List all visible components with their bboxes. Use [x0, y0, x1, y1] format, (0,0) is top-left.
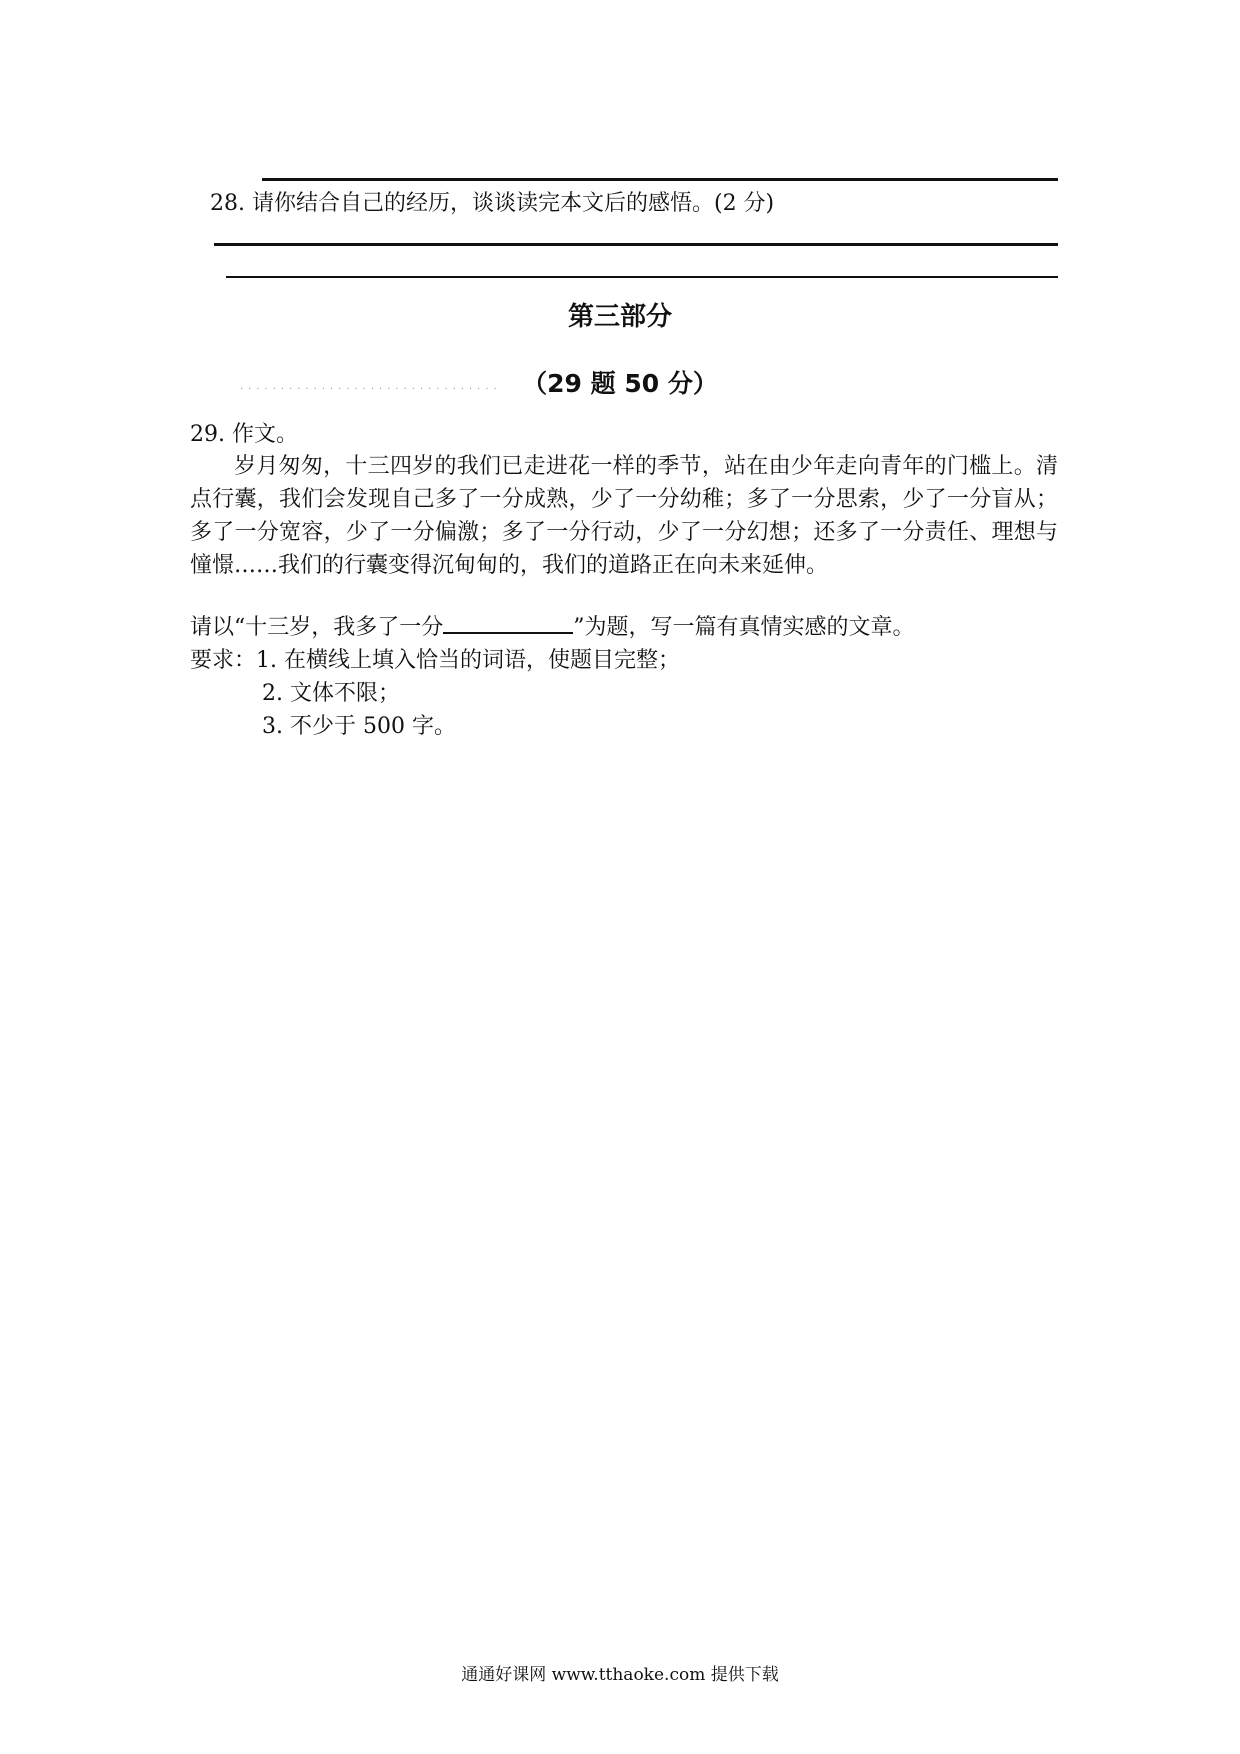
requirement-2: 2. 文体不限； — [262, 681, 400, 706]
dotted-leader: ································ — [240, 384, 502, 395]
answer-line-3 — [226, 276, 1058, 278]
question-28: 28. 请你结合自己的经历，谈谈读完本文后的感悟。(2 分) — [210, 191, 775, 216]
essay-prompt — [190, 610, 915, 641]
prompt-after: ”为题，写一篇有真情实感的文章。 — [573, 615, 915, 640]
requirement-3: 3. 不少于 500 字。 — [262, 714, 456, 739]
question-29-label: 29. 作文。 — [190, 422, 298, 447]
prompt-before: 请以“十三岁，我多了一分 — [190, 615, 444, 640]
part-subtitle: （29 题 50 分） — [522, 369, 718, 398]
title-blank — [443, 612, 573, 634]
footer: 通通好课网 www.tthaoke.com 提供下载 — [461, 1665, 779, 1685]
answer-line-2 — [214, 243, 1058, 246]
essay-paragraph: 岁月匆匆，十三四岁的我们已走进花一样的季节，站在由少年走向青年的门槛上。清点行囊，我们会发现自己多了一分成熟，少了一分幼稚；多了一分思索，少了一分盲从；多了一分宽容，少了一分偏激；多了一分行动，少了一分幻想；还多了一分责任、理想与憧憬……我们的行囊变得沉甸甸的，我们的道路正在向未来延伸。 — [190, 454, 1058, 578]
part-title: 第三部分 — [567, 302, 672, 332]
answer-line-1 — [262, 178, 1058, 181]
requirement-1: 要求：1. 在横线上填入恰当的词语，使题目完整； — [190, 648, 680, 673]
